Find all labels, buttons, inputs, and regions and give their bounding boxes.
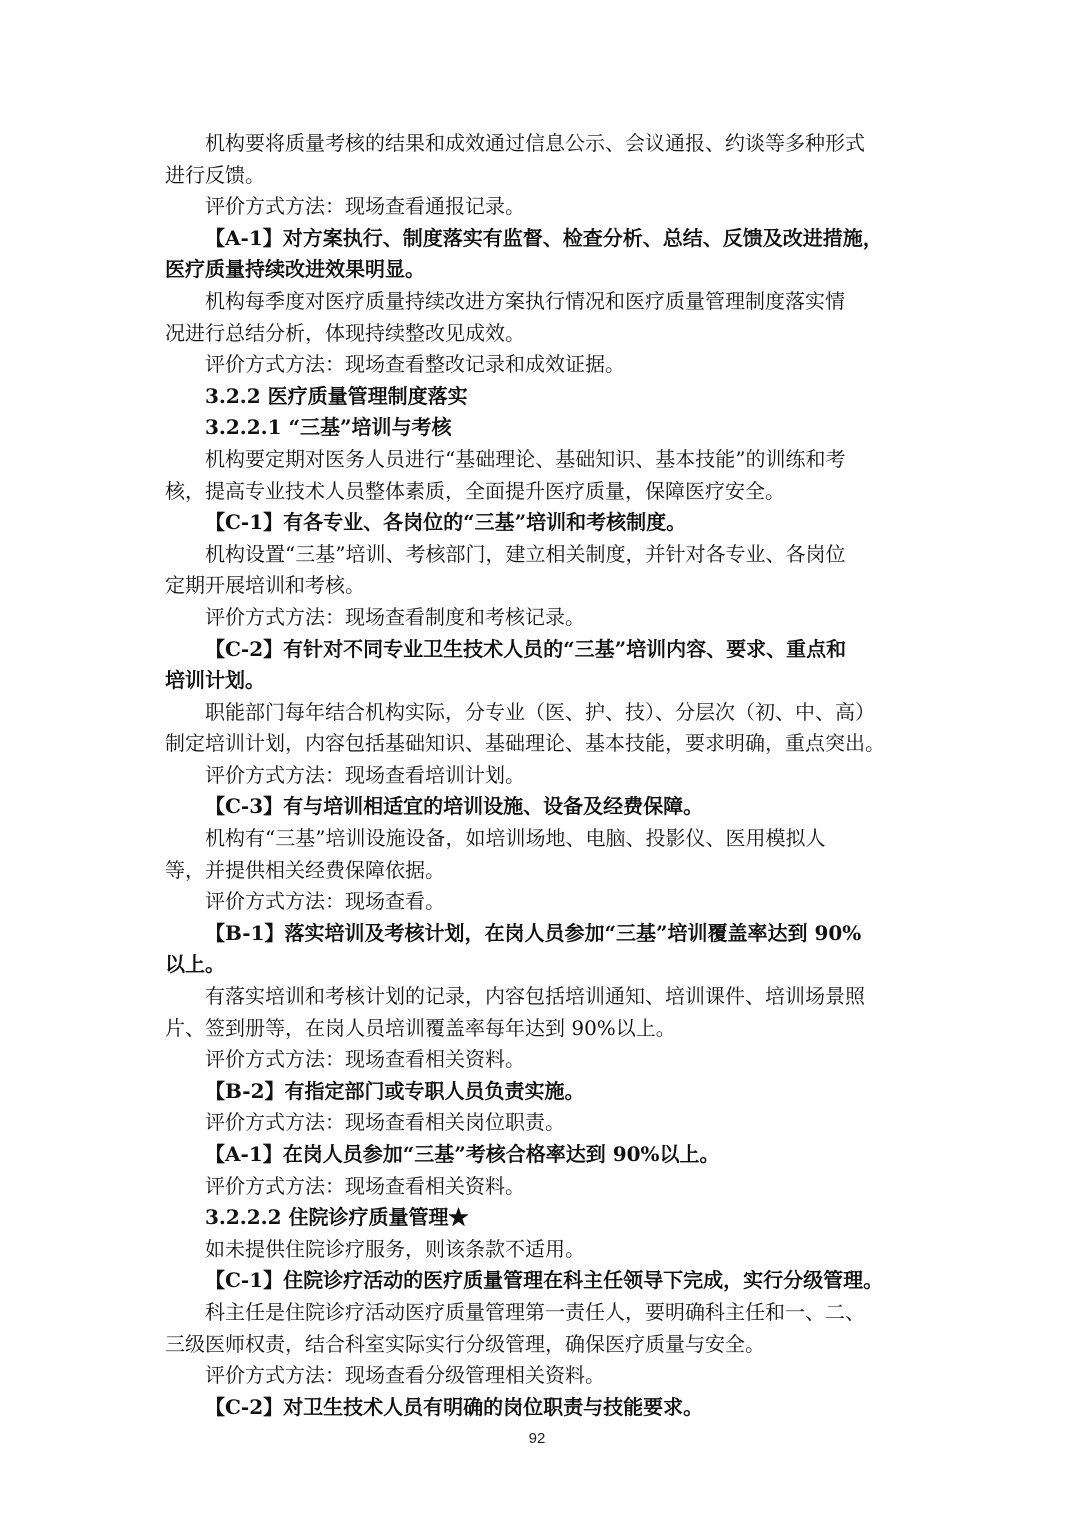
bold-text-line: 以上。 (165, 952, 225, 977)
text-line: 机构要将质量考核的结果和成效通过信息公示、会议通报、约谈等多种形式 (205, 131, 865, 155)
text-line: 机构设置“三基”培训、考核部门，建立相关制度，并针对各专业、各岗位 (205, 541, 846, 566)
text-line: 定期开展培训和考核。 (165, 573, 365, 598)
bold-text-line: 【C-1】有各专业、各岗位的“三基”培训和考核制度。 (205, 510, 687, 535)
text-line: 三级医师权责，结合科室实际实行分级管理，确保医疗质量与安全。 (165, 1331, 765, 1356)
text-line: 进行反馈。 (165, 162, 265, 187)
text-line: 等，并提供相关经费保障依据。 (165, 857, 445, 882)
text-line: 片、签到册等，在岗人员培训覆盖率每年达到 90%以上。 (165, 1015, 676, 1040)
document-body (165, 128, 915, 1423)
bold-text-line: 培训计划。 (165, 668, 265, 693)
text-line: 职能部门每年结合机构实际，分专业（医、护、技）、分层次（初、中、高） (205, 699, 875, 724)
bold-text-line: 【C-2】对卫生技术人员有明确的岗位职责与技能要求。 (205, 1394, 704, 1419)
bold-text-line: 【A-1】在岗人员参加“三基”考核合格率达到 90%以上。 (205, 1142, 720, 1166)
text-line: 评价方式方法：现场查看分级管理相关资料。 (205, 1363, 605, 1388)
bold-text-line: 【B-2】有指定部门或专职人员负责实施。 (205, 1078, 585, 1103)
text-line: 评价方式方法：现场查看相关资料。 (205, 1173, 525, 1198)
page-number: 92 (528, 1430, 546, 1447)
text-line: 评价方式方法：现场查看。 (205, 889, 445, 914)
bold-text-line: 3.2.2.2 住院诊疗质量管理★ (205, 1205, 469, 1230)
bold-text-line: 【A-1】对方案执行、制度落实有监督、检查分析、总结、反馈及改进措施， (205, 225, 883, 250)
text-line: 机构要定期对医务人员进行“基础理论、基础知识、基本技能”的训练和考 (205, 446, 846, 471)
text-line: 如未提供住院诊疗服务，则该条款不适用。 (205, 1236, 585, 1261)
text-line: 评价方式方法：现场查看相关资料。 (205, 1047, 525, 1072)
bold-text-line: 【B-1】落实培训及考核计划，在岗人员参加“三基”培训覆盖率达到 90% (205, 920, 862, 945)
text-line: 评价方式方法：现场查看制度和考核记录。 (205, 604, 585, 629)
text-line: 核，提高专业技术人员整体素质，全面提升医疗质量，保障医疗安全。 (165, 478, 785, 503)
text-line: 评价方式方法：现场查看整改记录和成效证据。 (205, 352, 625, 377)
text-line: 评价方式方法：现场查看相关岗位职责。 (205, 1110, 565, 1135)
text-line: 科主任是住院诊疗活动医疗质量管理第一责任人，要明确科主任和一、二、 (205, 1299, 865, 1324)
bold-text-line: 【C-2】有针对不同专业卫生技术人员的“三基”培训内容、要求、重点和 (205, 636, 847, 661)
bold-text-line: 医疗质量持续改进效果明显。 (165, 257, 425, 282)
text-line: 况进行总结分析，体现持续整改见成效。 (165, 320, 525, 345)
text-line: 机构每季度对医疗质量持续改进方案执行情况和医疗质量管理制度落实情 (205, 288, 845, 313)
bold-text-line: 【C-1】住院诊疗活动的医疗质量管理在科主任领导下完成，实行分级管理。 (205, 1268, 884, 1293)
text-line: 评价方式方法：现场查看培训计划。 (205, 762, 525, 787)
bold-text-line: 3.2.2.1 “三基”培训与考核 (205, 415, 452, 440)
bold-text-line: 【C-3】有与培训相适宜的培训设施、设备及经费保障。 (205, 794, 704, 819)
text-line: 评价方式方法：现场查看通报记录。 (205, 194, 525, 219)
text-line: 制定培训计划，内容包括基础知识、基础理论、基本技能，要求明确，重点突出。 (165, 731, 885, 756)
text-line: 机构有“三基”培训设施设备，如培训场地、电脑、投影仪、医用模拟人 (205, 826, 826, 851)
text-line: 有落实培训和考核计划的记录，内容包括培训通知、培训课件、培训场景照 (205, 984, 865, 1009)
bold-text-line: 3.2.2 医疗质量管理制度落实 (205, 383, 468, 408)
